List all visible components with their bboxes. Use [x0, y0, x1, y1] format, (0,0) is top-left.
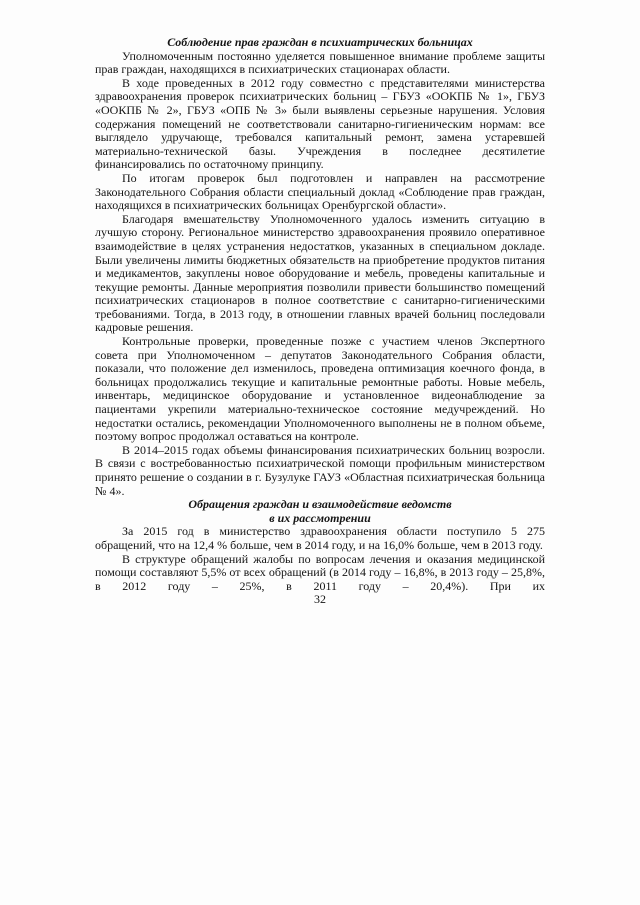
- paragraph: В структуре обращений жалобы по вопросам лечения и оказания медицинской помощи составляют 5,5% от всех обращений (в 2014 году – 16,8%, в 2013 году – 25,8%, в 2012 году – 25%, в 2011 году – 20,4%). При их: [95, 551, 545, 593]
- paragraph: Уполномоченным постоянно уделяется повышенное внимание проблеме защиты прав граждан, находящихся в психиатрических стационарах области.: [95, 48, 545, 77]
- paragraph: Благодаря вмешательству Уполномоченного удалось изменить ситуацию в лучшую сторону. Региональное министерство здравоохранения проявило оперативное взаимодействие в целях устранения недостатков, указанных в специальном докладе. Были увеличены лимиты бюджетных обязательств на приобретение продуктов питания и медикаментов, закуплены новое оборудование и мебель, проведены капитальные и текущие ремонты. Данные мероприятия позволили привести большинство помещений психиатрических стационаров в полное соответствие с санитарно-гигиеническими требованиями. Тогда, в 2013 году, в отношении главных врачей больниц последовали кадровые решения.: [95, 211, 545, 335]
- paragraph: В ходе проведенных в 2012 году совместно с представителями министерства здравоохранения проверок психиатрических больниц – ГБУЗ «ООКПБ № 1», ГБУЗ «ООКПБ № 2», ГБУЗ «ОПБ № 3» были выявлены серьезные нарушения. Условия содержания помещений не соответствовали санитарно-гигиеническим нормам: все выглядело удручающе, требовался капитальный ремонт, замена устаревшей материально-технической базы. Учреждения в последнее десятилетие финансировались по остаточному принципу.: [95, 75, 545, 172]
- paragraph: По итогам проверок был подготовлен и направлен на рассмотрение Законодательного Собрания области специальный доклад «Соблюдение прав граждан, находящихся в психиатрических больницах Оренбургской области».: [95, 170, 545, 213]
- section-heading: Обращения граждан и взаимодействие ведомств: [188, 497, 452, 512]
- paragraph: В 2014–2015 годах объемы финансирования психиатрических больниц возросли. В связи с востребованностью психиатрической помощи профильным министерством принято решение о создании в г. Бузулуке ГАУЗ «Областная психиатрическая больница № 4».: [95, 442, 545, 498]
- page-number: 32: [314, 592, 326, 607]
- paragraph: За 2015 год в министерство здравоохранения области поступило 5 275 обращений, что на 12,4 % больше, чем в 2014 году, и на 16,0% больше, чем в 2013 году.: [95, 524, 545, 552]
- section-heading: в их рассмотрении: [269, 510, 371, 525]
- section-heading: Соблюдение прав граждан в психиатрических больницах: [167, 35, 473, 49]
- paragraph: Контрольные проверки, проведенные позже с участием членов Экспертного совета при Уполномоченном – депутатов Законодательного Собрания области, показали, что положение дел изменилось, проведена оптимизация коечного фонда, в больницах продолжались текущие и капитальные ремонтные работы. Новые мебель, инвентарь, медицинское оборудование и установленное видеонаблюдение за пациентами укрепили материально-техническое состояние медучреждений. Но недостатки остались, рекомендации Уполномоченного выполнены не в полном объеме, поэтому вопрос продолжал оставаться на контроле.: [95, 334, 545, 444]
